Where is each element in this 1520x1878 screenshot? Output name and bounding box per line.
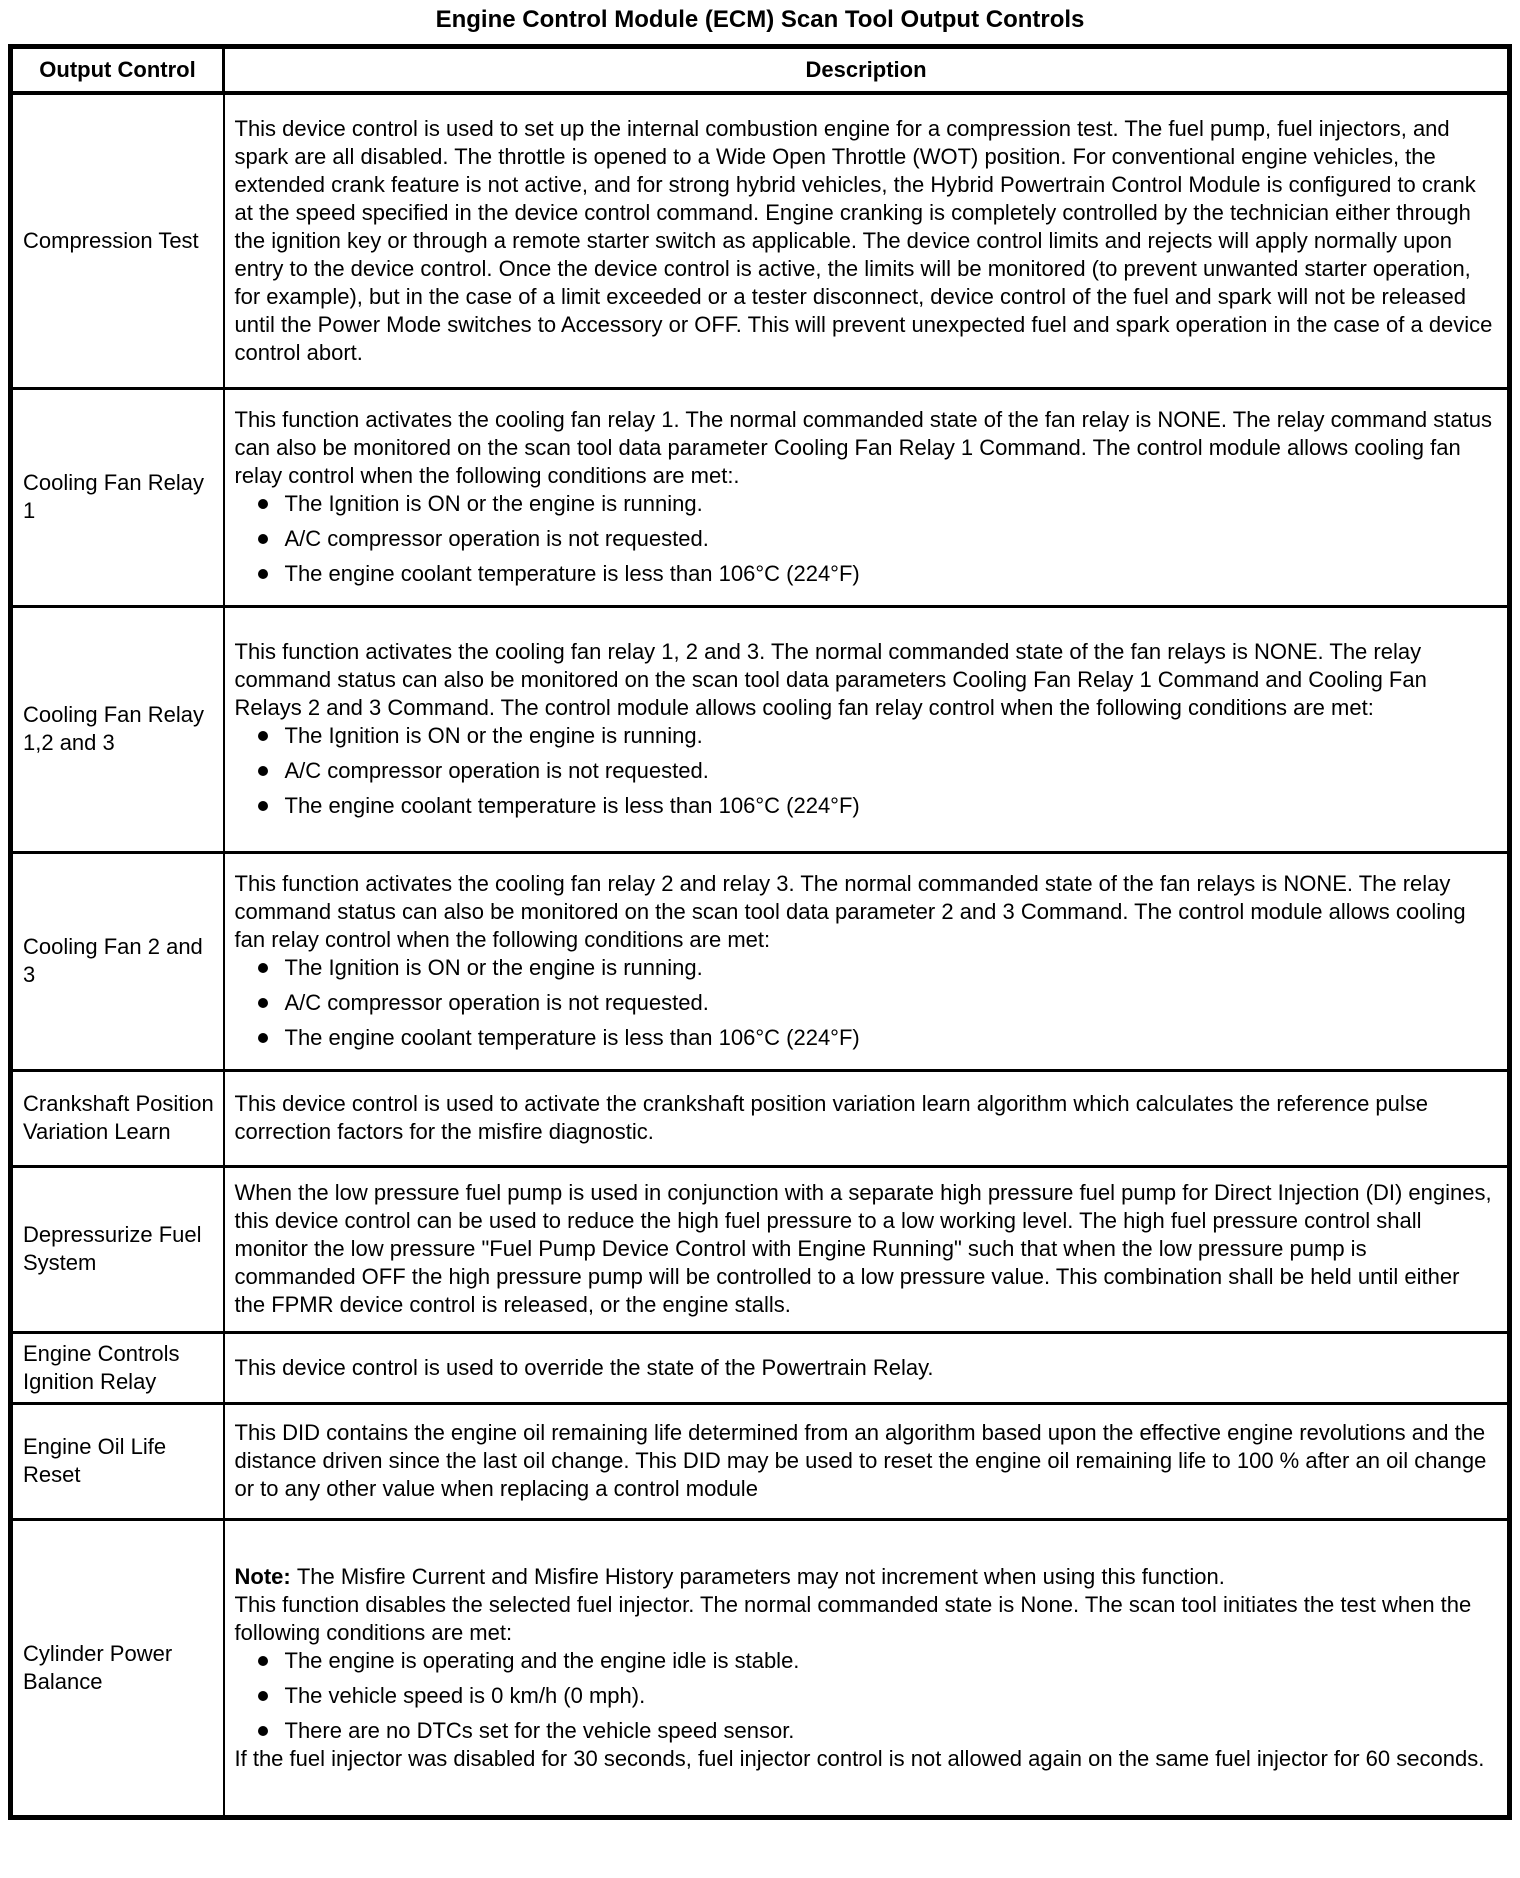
condition-item: The Ignition is ON or the engine is running. (235, 954, 1494, 982)
description-paragraph: This function activates the cooling fan relay 1. The normal commanded state of the fan relay is NONE. The relay command status can also be monitored on the scan tool data parameter Cooling Fan Relay 1 Command. The control module allows cooling fan relay control when the following conditions are met:. (234, 407, 1492, 488)
condition-item: The engine coolant temperature is less than 106°C (224°F) (235, 792, 1494, 820)
description-cell (224, 1332, 1510, 1403)
column-header-output-control: Output Control (11, 47, 224, 94)
description-cell (224, 1403, 1510, 1519)
condition-list (235, 722, 1494, 820)
description-paragraph: This function activates the cooling fan relay 1, 2 and 3. The normal commanded state of the fan relays is NONE. The relay command status can also be monitored on the scan tool data parameters Cooling Fan Relay 1 Command and Cooling Fan Relays 2 and 3 Command. The control module allows cooling fan relay control when the following conditions are met: (234, 639, 1427, 720)
output-control-cell: Depressurize Fuel System (11, 1166, 224, 1332)
condition-list (235, 1647, 1494, 1745)
note-label: Note: (234, 1563, 297, 1589)
description-paragraph: This function disables the selected fuel injector. The normal commanded state is None. The scan tool initiates the test when the following conditions are met: (234, 1591, 1472, 1645)
condition-item: A/C compressor operation is not requested. (235, 525, 1494, 553)
condition-item: The vehicle speed is 0 km/h (0 mph). (235, 1682, 1494, 1710)
condition-item: A/C compressor operation is not requested. (235, 757, 1494, 785)
description-cell (224, 852, 1510, 1070)
ecm-output-controls-table (8, 44, 1512, 1820)
condition-list (235, 490, 1494, 588)
description-cell (224, 606, 1510, 852)
output-control-cell: Cylinder Power Balance (11, 1519, 224, 1817)
condition-item: The Ignition is ON or the engine is running. (235, 722, 1494, 750)
condition-item: A/C compressor operation is not requested. (235, 989, 1494, 1017)
table-row (11, 1166, 1510, 1332)
output-control-cell: Cooling Fan 2 and 3 (11, 852, 224, 1070)
condition-list (235, 954, 1494, 1052)
description-paragraph: This device control is used to activate the crankshaft position variation learn algorithm which calculates the reference pulse correction factors for the misfire diagnostic. (234, 1091, 1429, 1144)
output-control-cell: Compression Test (11, 93, 224, 388)
description-paragraph: This device control is used to override the state of the Powertrain Relay. (234, 1354, 934, 1380)
table-row (11, 1403, 1510, 1519)
description-cell (224, 1519, 1510, 1817)
condition-item: The engine is operating and the engine idle is stable. (235, 1647, 1494, 1675)
table-row (11, 1332, 1510, 1403)
description-paragraph: If the fuel injector was disabled for 30 seconds, fuel injector control is not allowed again on the same fuel injector for 60 seconds. (234, 1745, 1485, 1771)
table-body (11, 93, 1510, 1817)
output-control-cell: Cooling Fan Relay 1 (11, 388, 224, 606)
condition-item: There are no DTCs set for the vehicle speed sensor. (235, 1717, 1494, 1745)
output-control-cell: Engine Oil Life Reset (11, 1403, 224, 1519)
table-header-row (11, 47, 1510, 94)
table-row (11, 606, 1510, 852)
table-row (11, 852, 1510, 1070)
description-cell (224, 93, 1510, 388)
column-header-description: Description (224, 47, 1510, 94)
table-row (11, 1070, 1510, 1166)
description-cell (224, 1166, 1510, 1332)
output-control-cell: Crankshaft Position Variation Learn (11, 1070, 224, 1166)
description-paragraph: This device control is used to set up the internal combustion engine for a compression test. The fuel pump, fuel injectors, and spark are all disabled. The throttle is opened to a Wide Open Throttle (WOT) position. For conventional engine vehicles, the extended crank feature is not active, and for strong hybrid vehicles, the Hybrid Powertrain Control Module is configured to crank at the speed specified in the device control command. Engine cranking is completely controlled by the technician either through the ignition key or through a remote starter switch as applicable. The device control limits and rejects will apply normally upon entry to the device control. Once the device control is active, the limits will be monitored (to prevent unwanted starter operation, for example), but in the case of a limit exceeded or a tester disconnect, device control of the fuel and spark will not be released until the Power Mode switches to Accessory or OFF. This will prevent unexpected fuel and spark operation in the case of a device control abort. (234, 115, 1493, 365)
condition-item: The engine coolant temperature is less than 106°C (224°F) (235, 560, 1494, 588)
description-paragraph: When the low pressure fuel pump is used in conjunction with a separate high pressure fuel pump for Direct Injection (DI) engines, this device control can be used to reduce the high fuel pressure to a low working level. The high fuel pressure control shall monitor the low pressure "Fuel Pump Device Control with Engine Running" such that when the low pressure pump is commanded OFF the high pressure pump will be controlled to a low pressure value. This combination shall be held until either the FPMR device control is released, or the engine stalls. (234, 1180, 1492, 1317)
condition-item: The Ignition is ON or the engine is running. (235, 490, 1494, 518)
table-row (11, 1519, 1510, 1817)
description-cell (224, 388, 1510, 606)
description-note: Note: The Misfire Current and Misfire History parameters may not increment when using this function. (234, 1563, 1225, 1589)
description-paragraph: This DID contains the engine oil remaining life determined from an algorithm based upon the effective engine revolutions and the distance driven since the last oil change. This DID may be used to reset the engine oil remaining life to 100 % after an oil change or to any other value when replacing a control module (234, 1420, 1487, 1501)
condition-item: The engine coolant temperature is less than 106°C (224°F) (235, 1024, 1494, 1052)
output-control-cell: Engine Controls Ignition Relay (11, 1332, 224, 1403)
page-title: Engine Control Module (ECM) Scan Tool Output Controls (435, 6, 1085, 33)
table-row (11, 388, 1510, 606)
description-paragraph: This function activates the cooling fan relay 2 and relay 3. The normal commanded state of the fan relays is NONE. The relay command status can also be monitored on the scan tool data parameter 2 and 3 Command. The control module allows cooling fan relay control when the following conditions are met: (234, 871, 1466, 952)
output-control-cell: Cooling Fan Relay 1,2 and 3 (11, 606, 224, 852)
table-row (11, 93, 1510, 388)
description-cell (224, 1070, 1510, 1166)
